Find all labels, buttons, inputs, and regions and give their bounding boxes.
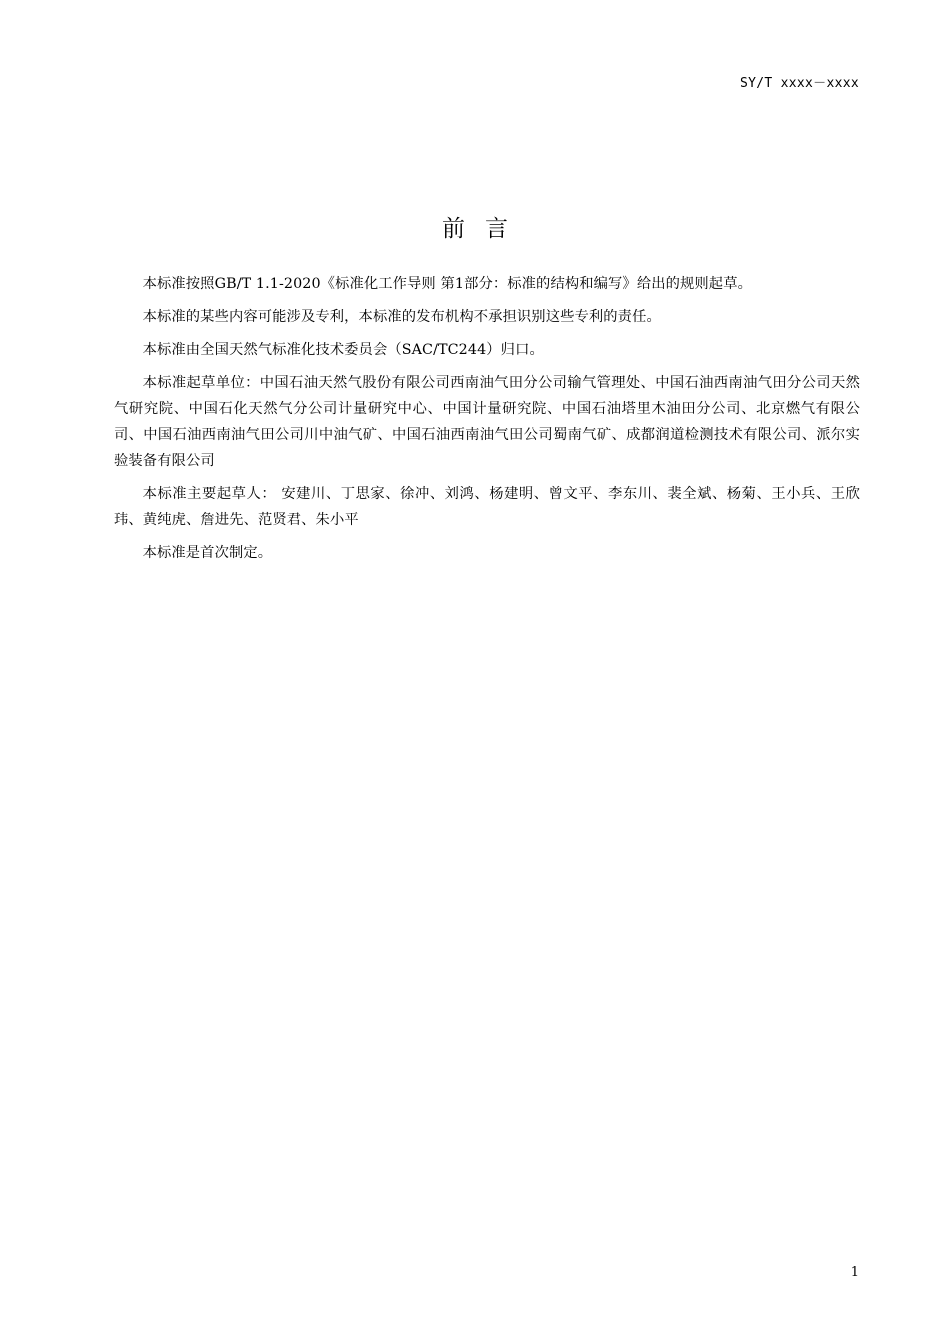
- standard-code: SY/T xxxx－xxxx: [740, 76, 859, 91]
- paragraph-patent-notice: 本标准的某些内容可能涉及专利，本标准的发布机构不承担识别这些专利的责任。: [142, 309, 661, 325]
- paragraph-committee: 本标准由全国天然气标准化技术委员会（SAC/TC244）归口。: [142, 342, 544, 358]
- page-number: 1: [850, 1265, 859, 1280]
- page-title: 前言: [442, 216, 528, 242]
- paragraph-drafters: 本标准主要起草人： 安建川、丁思家、徐冲、刘鸿、杨建明、曾文平、李东川、裴全斌、杨菊、王小兵、王欣玮、黄纯虎、詹进先、范贤君、朱小平: [114, 486, 860, 528]
- foreword-body: [114, 271, 860, 573]
- paragraph-first-edition: 本标准是首次制定。: [142, 545, 273, 561]
- paragraph-drafting-units: 本标准起草单位：中国石油天然气股份有限公司西南油气田分公司输气管理处、中国石油西南油气田分公司天然气研究院、中国石化天然气分公司计量研究中心、中国计量研究院、中国石油塔里木油田分公司、北京燃气有限公司、中国石油西南油气田公司川中油气矿、中国石油西南油气田公司蜀南气矿、成都润道检测技术有限公司、派尔实验装备有限公司: [114, 375, 860, 469]
- paragraph-drafting-rules: 本标准按照GB/T 1.1-2020《标准化工作导则 第1部分：标准的结构和编写》给出的规则起草。: [142, 276, 753, 292]
